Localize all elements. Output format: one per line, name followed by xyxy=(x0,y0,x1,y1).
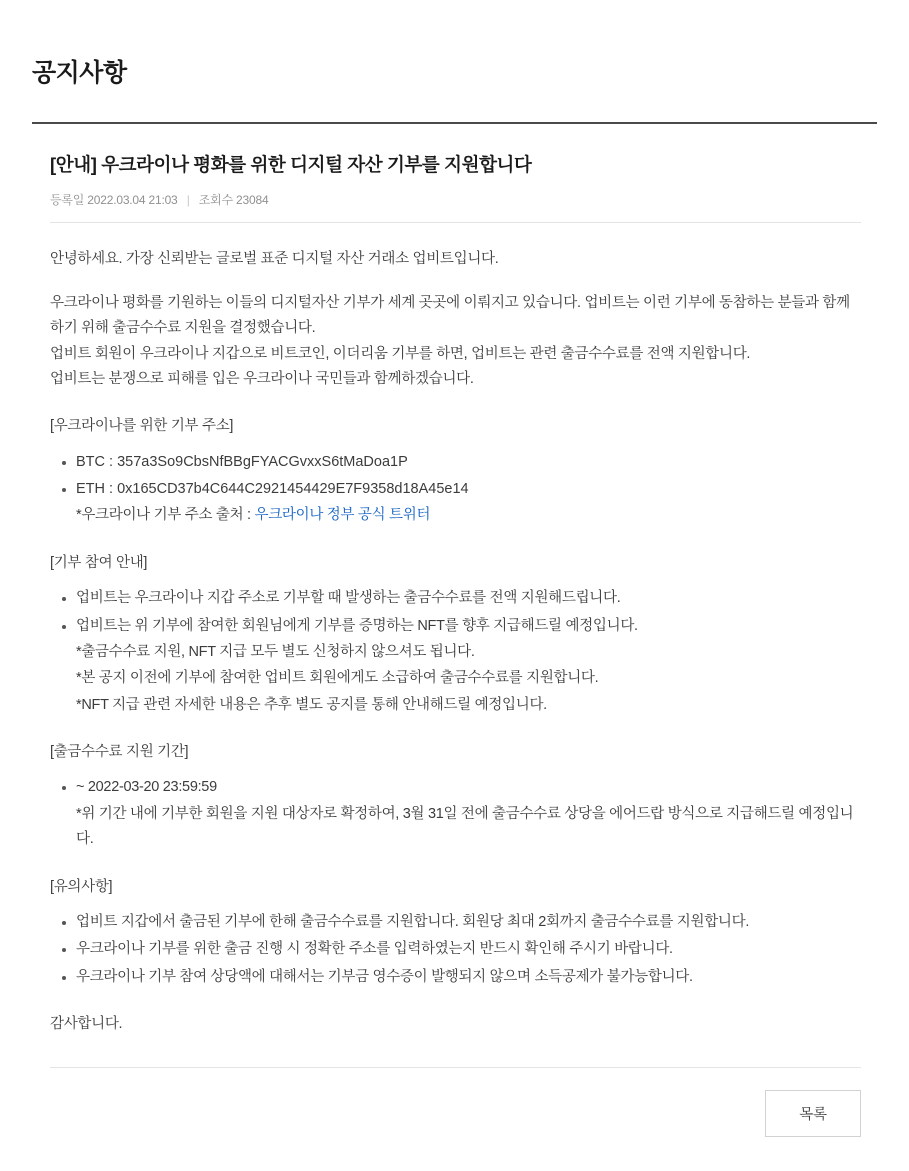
participation-note-2: *본 공지 이전에 기부에 참여한 업비트 회원에게도 소급하여 출금수수료를 지원합니다. xyxy=(76,670,599,687)
list-button[interactable]: 목록 xyxy=(765,1090,861,1137)
donation-address-list xyxy=(50,450,859,529)
participation-item-2: 업비트는 위 기부에 참여한 회원님에게 기부를 증명하는 NFT를 향후 지급해드릴 예정입니다. xyxy=(76,617,638,634)
support-period-note: *위 기간 내에 기부한 회원을 지원 대상자로 확정하여, 3월 31일 전에 출금수수료 상당을 에어드랍 방식으로 지급해드릴 예정입니다. xyxy=(76,805,854,848)
support-period-text: ~ 2022-03-20 23:59:59 xyxy=(76,779,217,796)
section-label-cautions: [유의사항] xyxy=(50,878,113,895)
list-item xyxy=(76,586,859,611)
notice-body xyxy=(0,223,909,1037)
participation-note-1: *출금수수료 지원, NFT 지급 모두 별도 신청하지 않으셔도 됩니다. xyxy=(76,643,475,660)
caution-item-1: 업비트 지갑에서 출금된 기부에 한해 출금수수료를 지원합니다. 회원당 최대 2회까지 출금수수료를 지원합니다. xyxy=(76,913,750,930)
notice-title: [안내] 우크라이나 평화를 위한 디지털 자산 기부를 지원합니다 xyxy=(50,153,532,175)
meta-separator: | xyxy=(186,193,190,208)
footer-actions xyxy=(0,1068,909,1171)
body-paragraph-3: 업비트는 분쟁으로 피해를 입은 우크라이나 국민들과 함께하겠습니다. xyxy=(50,370,474,387)
list-item xyxy=(76,477,859,529)
caution-item-3: 우크라이나 기부 참여 상당액에 대해서는 기부금 영수증이 발행되지 않으며 소득공제가 불가능합니다. xyxy=(76,968,693,985)
participation-note-3: *NFT 지급 관련 자세한 내용은 추후 별도 공지를 통해 안내해드릴 예정입니다. xyxy=(76,696,547,713)
closing-paragraph: 감사합니다. xyxy=(50,1016,123,1033)
list-item xyxy=(76,775,859,852)
body-paragraph-1: 우크라이나 평화를 기원하는 이들의 디지털자산 기부가 세계 곳곳에 이뤄지고 있습니다. 업비트는 이런 기부에 동참하는 분들과 함께하기 위해 출금수수료 지원을 결정했습니다. xyxy=(50,294,850,337)
notice-views: 조회수 23084 xyxy=(198,193,269,208)
list-item xyxy=(76,965,859,990)
participation-list xyxy=(50,586,859,718)
greeting-paragraph: 안녕하세요. 가장 신뢰받는 글로벌 표준 디지털 자산 거래소 업비트입니다. xyxy=(50,251,499,268)
address-source-note xyxy=(76,503,859,528)
support-period-list xyxy=(50,775,859,852)
notice-meta xyxy=(50,191,861,208)
list-item xyxy=(76,937,859,962)
participation-item-1: 업비트는 우크라이나 지갑 주소로 기부할 때 발생하는 출금수수료를 전액 지원해드립니다. xyxy=(76,590,621,607)
eth-address-text: ETH : 0x165CD37b4C644C2921454429E7F9358d18A45e14 xyxy=(76,481,469,498)
btc-address-text: BTC : 357a3So9CbsNfBBgFYACGvxxS6tMaDoa1P xyxy=(76,453,408,470)
notice-date: 등록일 2022.03.04 21:03 xyxy=(50,193,178,208)
body-paragraph-2: 업비트 회원이 우크라이나 지갑으로 비트코인, 이더리움 기부를 하면, 업비트는 관련 출금수수료를 전액 지원합니다. xyxy=(50,345,751,362)
ukraine-government-twitter-link[interactable]: 우크라이나 정부 공식 트위터 xyxy=(254,507,431,524)
notice-page xyxy=(0,17,909,1171)
cautions-list xyxy=(50,910,859,990)
caution-item-2: 우크라이나 기부를 위한 출금 진행 시 정확한 주소를 입력하였는지 반드시 확인해 주시기 바랍니다. xyxy=(76,941,673,958)
address-source-prefix: *우크라이나 기부 주소 출처 : xyxy=(76,507,255,524)
page-title: 공지사항 xyxy=(32,58,127,87)
list-item xyxy=(76,450,859,475)
notice-header xyxy=(0,124,909,209)
list-item xyxy=(76,910,859,935)
section-label-participation: [기부 참여 안내] xyxy=(50,554,148,571)
section-label-donation-address: [우크라이나를 위한 기부 주소] xyxy=(50,418,234,435)
section-label-support-period: [출금수수료 지원 기간] xyxy=(50,744,189,761)
list-item xyxy=(76,614,859,719)
